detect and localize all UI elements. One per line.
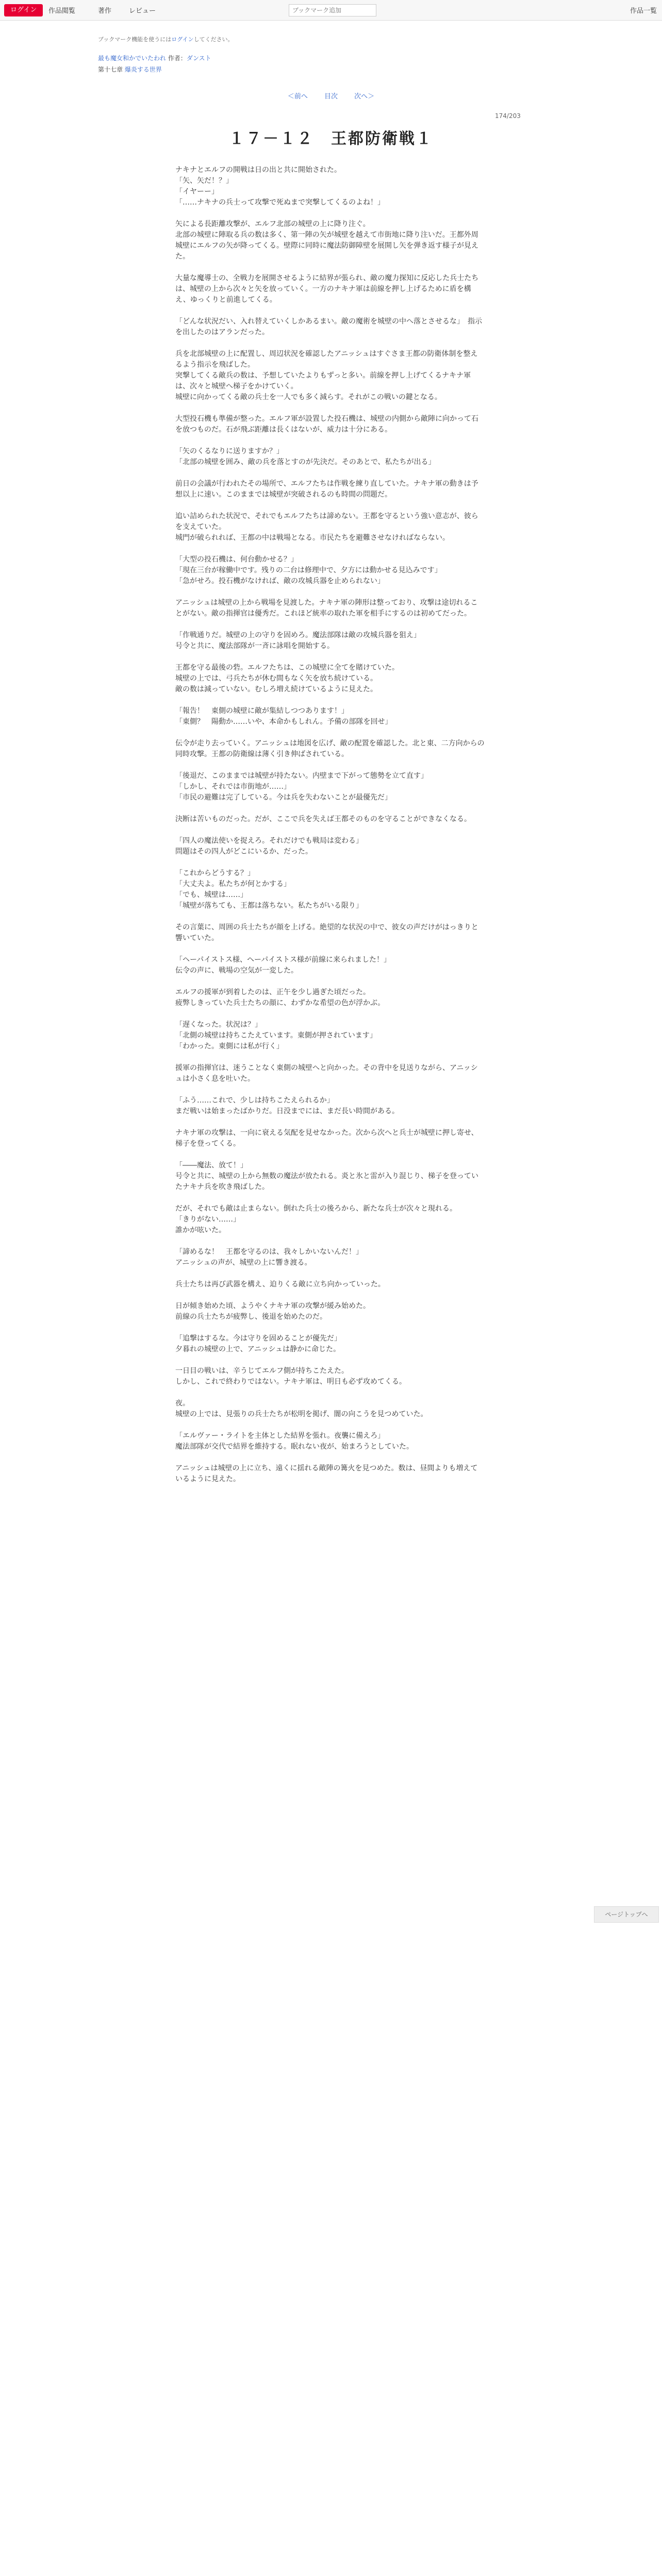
- story-paragraph: 矢による長距離攻撃が、エルフ北部の城壁の上に降り注ぐ。 北部の城壁に陣取る兵の数は多く、第一陣の矢が城壁を越えて市街地に降り注いだ。王都外周城壁にエルフの矢が降ってくる。壁際に同時に魔法防御障壁を展開し矢を弾き返す様子が見えた。: [175, 220, 478, 261]
- work-title-link[interactable]: 最も魔女和かでいたわれ: [98, 55, 167, 62]
- nav-link-writing[interactable]: 著作: [98, 7, 112, 15]
- story-paragraph: 「大型の投石機は、何台動かせる？」 「現在三台が稼働中です。残りの二台は修理中で、夕方には動かせる見込みです」 「急がせろ。投石機がなければ、敵の攻城兵器を止められない」: [175, 555, 442, 585]
- chapter-number: 第十七章: [98, 66, 123, 73]
- story-paragraph: 前日の会議が行われたその場所で、エルフたちは作戦を練り直していた。ナキナ軍の動きは予想以上に速い。このままでは城壁が突破されるのも時間の問題だ。: [175, 480, 478, 499]
- chapter-title: １７－１２ 王都防衛戦１: [229, 130, 433, 148]
- author-link[interactable]: ダンスト: [186, 55, 211, 62]
- breadcrumb: [98, 54, 211, 62]
- story-paragraph: 「ふう……これで、少しは持ちこたえられるか」 まだ戦いは始まったばかりだ。日没までには、まだ長い時間がある。: [175, 1096, 399, 1115]
- prev-link[interactable]: ＜前へ: [287, 93, 308, 100]
- story-paragraph: 「ヘーパイストス様、ヘーパイストス様が前線に来られました！」 伝令の声に、戦場の空気が一変した。: [175, 956, 391, 975]
- story-paragraph: 「追撃はするな。今は守りを固めることが優先だ」 夕暮れの城壁の上で、アニッシュは静かに命じた。: [175, 1334, 341, 1353]
- chapter-breadcrumb: [98, 65, 162, 74]
- story-paragraph: 日が傾き始めた頃、ようやくナキナ軍の攻撃が緩み始めた。 前線の兵士たちが疲弊し、後退を始めたのだ。: [175, 1302, 370, 1321]
- story-paragraph: 「これからどうする？」 「大丈夫よ。私たちが何とかする」 「でも、城壁は……」 「城壁が落ちても、王都は落ちない。私たちがいる限り」: [175, 869, 363, 910]
- story-paragraph: 援軍の指揮官は、迷うことなく東側の城壁へと向かった。その背中を見送りながら、アニッシュは小さく息を吐いた。: [175, 1064, 478, 1083]
- top-header: [0, 0, 662, 21]
- toc-link[interactable]: 目次: [324, 93, 338, 100]
- story-paragraph: 「矢のくるなりに送りますか？」 「北部の城壁を囲み、敵の兵を落とすのが先決だ。そのあとで、私たちが出る」: [175, 447, 436, 466]
- story-paragraph: 追い詰められた状況で、それでもエルフたちは諦めない。王都を守るという強い意志が、彼らを支えていた。 城門が破られれば、王都の中は戦場となる。市民たちを避難させなければならない。: [175, 512, 478, 542]
- next-link[interactable]: 次へ＞: [354, 93, 375, 100]
- story-body: [175, 165, 485, 2576]
- story-paragraph: その言葉に、周囲の兵士たちが顔を上げる。絶望的な状況の中で、彼女の声だけがはっきりと響いていた。: [175, 923, 478, 942]
- story-paragraph: 「四人の魔法使いを捉えろ。それだけでも戦局は変わる」 問題はその四人がどこにいるか、だった。: [175, 837, 363, 856]
- page-number: 174/203: [495, 112, 521, 120]
- notice-text-after: してください。: [193, 36, 234, 43]
- story-paragraph: 一日目の戦いは、辛うじてエルフ側が持ちこたえた。 しかし、これで終わりではない。ナキナ軍は、明日も必ず攻めてくる。: [175, 1367, 406, 1386]
- story-paragraph: 「――魔法、放て！」 号令と共に、城壁の上から無数の魔法が放たれる。炎と氷と雷が入り混じり、梯子を登っていたナキナ兵を吹き飛ばした。: [175, 1161, 478, 1191]
- chapter-link[interactable]: 爆炎する世界: [124, 66, 162, 73]
- story-paragraph: 王都を守る最後の砦。エルフたちは、この城壁に全てを賭けていた。 城壁の上では、弓兵たちが休む間もなく矢を放ち続けている。 敵の数は減っていない。むしろ増え続けているように見えた。: [175, 664, 399, 693]
- story-paragraph: エルフの援軍が到着したのは、正午を少し過ぎた頃だった。 疲弊しきっていた兵士たちの顔に、わずかな希望の色が浮かぶ。: [175, 988, 385, 1007]
- story-paragraph: 兵士たちは再び武器を構え、迫りくる敵に立ち向かっていった。: [175, 1280, 385, 1289]
- login-button[interactable]: ログイン: [4, 4, 43, 16]
- bookmark-notice: [98, 35, 234, 43]
- story-paragraph: 伝令が走り去っていく。アニッシュは地図を広げ、敵の配置を確認した。北と東、二方向からの同時攻撃。王都の防衛線は薄く引き伸ばされている。: [175, 739, 485, 758]
- page-top-button[interactable]: ページトップへ: [594, 1906, 659, 1923]
- story-paragraph: 「後退だ、このままでは城壁が持たない。内壁まで下がって態勢を立て直す」 「しかし、それでは市街地が……」 「市民の避難は完了している。今は兵を失わないことが最優先だ」: [175, 772, 428, 802]
- nav-link-works[interactable]: 作品閲覧: [48, 7, 76, 15]
- story-paragraph: 「エルヴァー・ライトを主体とした結界を張れ。夜襲に備えろ」 魔法部隊が交代で結界を維持する。眠れない夜が、始まろうとしていた。: [175, 1432, 413, 1451]
- story-paragraph: だが、それでも敵は止まらない。倒れた兵士の後ろから、新たな兵士が次々と現れる。 「きりがない……」 誰かが呟いた。: [175, 1205, 457, 1234]
- notice-login-link[interactable]: ログイン: [171, 36, 194, 43]
- story-paragraph: アニッシュは城壁の上に立ち、遠くに揺れる敵陣の篝火を見つめた。数は、昼間よりも増えているように見えた。: [175, 1464, 478, 1483]
- story-paragraph: 決断は苦いものだった。だが、ここで兵を失えば王都そのものを守ることができなくなる。: [175, 815, 471, 823]
- author-label: 作者：: [168, 55, 187, 62]
- story-paragraph: ナキナとエルフの開戦は日の出と共に開始された。 「矢、矢だ！？」 「イヤーー」 「……ナキナの兵士って攻撃で死ぬまで突撃してくるのよね！」: [175, 166, 385, 207]
- story-paragraph: 「諦めるな！ 王都を守るのは、我々しかいないんだ！」 アニッシュの声が、城壁の上に響き渡る。: [175, 1248, 363, 1267]
- story-paragraph: アニッシュは城壁の上から戦場を見渡した。ナキナ軍の陣形は整っており、攻撃は途切れることがない。敵の指揮官は優秀だ。これほど統率の取れた軍を相手にするのは初めてだった。: [175, 599, 478, 618]
- story-paragraph: 「報告！ 東側の城壁に敵が集結しつつあります！」 「東側？ 陽動か……いや、本命かもしれん。予備の部隊を回せ」: [175, 707, 392, 726]
- pager-top: [0, 91, 662, 100]
- story-paragraph: 「作戦通りだ。城壁の上の守りを固めろ。魔法部隊は敵の攻城兵器を狙え」 号令と共に、魔法部隊が一斉に詠唱を開始する。: [175, 631, 421, 650]
- works-list-link[interactable]: 作品一覧: [630, 7, 657, 15]
- story-paragraph: ナキナ軍の攻撃は、一向に衰える気配を見せなかった。次から次へと兵士が城壁に押し寄せ、梯子を登ってくる。: [175, 1129, 478, 1148]
- story-paragraph: 「どんな状況だい、入れ替えていくしかあるまい。敵の魔術を城壁の中へ落とさせるな」 指示を出したのはアランだった。: [175, 317, 482, 336]
- nav-link-review[interactable]: レビュー: [129, 7, 156, 15]
- bookmark-input[interactable]: [289, 4, 376, 16]
- story-paragraph: 夜。 城壁の上では、見張りの兵士たちが松明を掲げ、闇の向こうを見つめていた。: [175, 1399, 428, 1418]
- story-paragraph: 「遅くなった。状況は？」 「北側の城壁は持ちこたえています。東側が押されています」 「わかった。東側には私が行く」: [175, 1021, 377, 1050]
- story-paragraph: 大型投石機も準備が整った。エルフ軍が設置した投石機は、城壁の内側から敵陣に向かって石を放つものだ。石が飛ぶ距離は長くはないが、威力は十分にある。: [175, 415, 478, 434]
- story-paragraph: 兵を北部城壁の上に配置し、周辺状況を確認したアニッシュはすぐさま王都の防衛体制を整えるよう指示を飛ばした。 突撃してくる敵兵の数は、予想していたよりもずっと多い。前線を押し上げてくるナキナ軍は、次々と城壁へ梯子をかけていく。 城壁に向かってくる敵の兵士を一人でも多く減らす。それがこの戦いの鍵となる。: [175, 350, 478, 401]
- story-paragraph: 大量な魔導士の、全戦力を展開させるように結界が張られ、敵の魔力探知に反応した兵士たちは、城壁の上から次々と矢を放っていく。一方のナキナ軍は前線を押し上げるために盾を構え、ゆっくりと前進してくる。: [175, 274, 479, 304]
- notice-text-before: ブックマーク機能を使うには: [98, 36, 172, 43]
